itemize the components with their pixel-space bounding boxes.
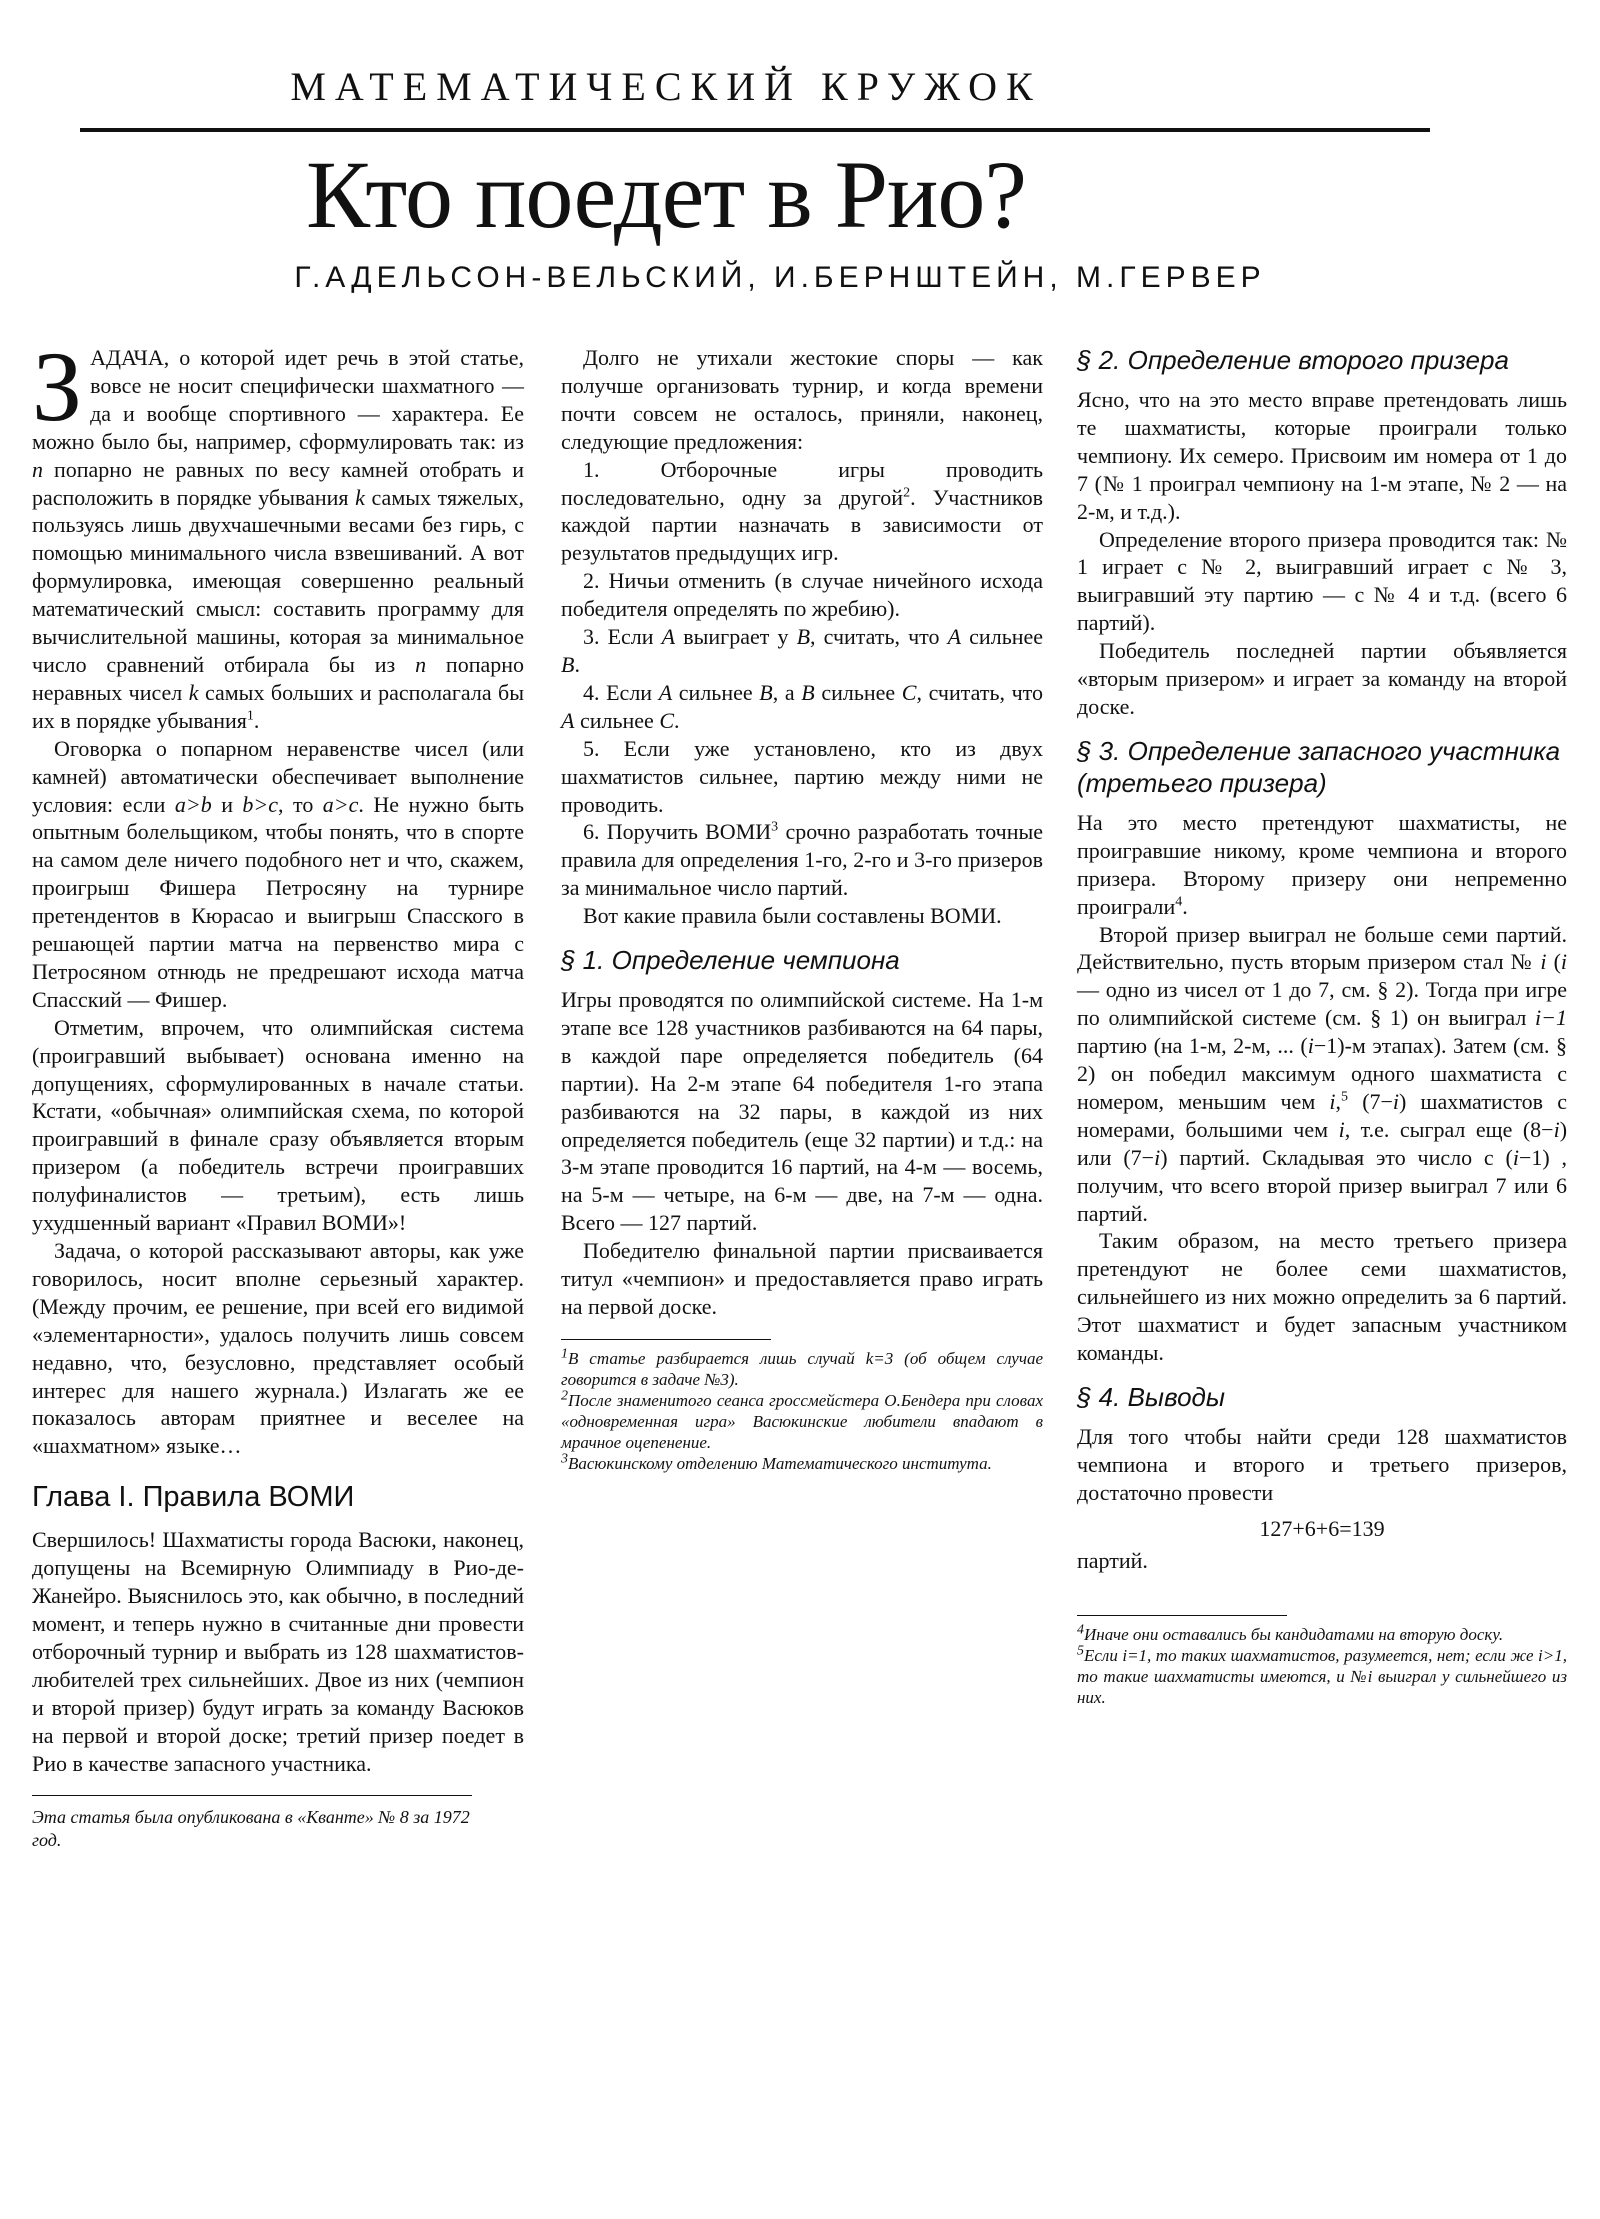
chapter-heading: Глава I. Правила ВОМИ (32, 1481, 355, 1514)
rule-3: 3. Если A выиграет у B, считать, что A сильнее B. (561, 624, 1044, 677)
rule-1: 1. Отборочные игры проводить последовательно, одну за другой$^2$. Участников каждой партии назначать в зависимости от результатов предыдущих игр. (561, 456, 1043, 566)
section-2-paragraph-3: Победитель последней партии объявляется «вторым призером» и играет за команду на второй доске. (1077, 638, 1567, 719)
source-note: Эта статья была опубликована в «Кванте» № 8 за 1972 год. (32, 1795, 472, 1852)
section-4-heading: § 4. Выводы (1077, 1382, 1226, 1412)
footnote-4: $^4$Иначе они оставались бы кандидатами на вторую доску. (1077, 1621, 1504, 1644)
footnote-divider-2 (1077, 1615, 1287, 1616)
section-3-heading: § 3. Определение запасного участника (третьего призера) (1077, 735, 1561, 798)
section-4-paragraph-1: Для того чтобы найти среди 128 шахматистов чемпиона и второго и третьего призеров, достаточно провести (1077, 1424, 1567, 1505)
section-2-paragraph-2: Определение второго призера проводится так: № 1 играет с № 2, выигравший играет с № 3, выигравший эту партию — с № 4 и т.д. (всего 6 партий). (1077, 526, 1567, 636)
section-1-heading: § 1. Определение чемпиона (561, 945, 900, 976)
rule-2: 2. Ничьи отменить (в случае ничейного исхода победителя определять по жребию). (561, 568, 1043, 622)
drop-cap: З (32, 331, 83, 442)
header-rule (80, 128, 1430, 132)
intro-paragraph-1: ЗАДАЧА, о которой идет речь в этой статье, вовсе не носит специфически шахматного — да и вообще спортивного — характера. Ее можно было бы, например, сформулировать так: из n попарно не равных по весу камней отобрать и расположить в порядке убывания k самых тяжелых, пользуясь лишь двухчашечными весами без гирь, с помощью минимального числа взвешиваний. А вот формулировка, имеющая совершенно реальный математический смысл: составить программу для вычислительной машины, которая за минимальное число сравнений отбирала бы из n попарно неравных чисел k самых больших и располагала бы их в порядке убывания$^1$. (32, 331, 525, 733)
section-1-paragraph-2: Победителю финальной партии присваивается титул «чемпион» и предоставляется право играть на первой доске. (561, 1238, 1043, 1319)
footnote-ref-4: 4 (1175, 894, 1183, 910)
intro-paragraph-2: Оговорка о попарном неравенстве чисел (или камней) автоматически обеспечивает выполнение условия: если a>b и b>c, то a>c. Не нужно быть опытным болельщиком, чтобы понять, что в спорте на самом деле ничего подобного нет и что, скажем, проигрыш Фишера Петросяну на турнире претендентов в Кюрасао и выигрыш Спасского в решающей партии матча на первенство мира с Петросяном отнюдь не предрешают исхода матча Спасский — Фишер. (32, 735, 524, 1012)
section-3-paragraph-2: Второй призер выиграл не больше семи партий. Действительно, пусть вторым призером стал № i (i — одно из чисел от 1 до 7, см. § 2). Тогда при игре по олимпийской системе (см. § 1) он выиграл i−1 партию (на 1-м, 2-м, ... (i−1)-м этапах). Затем (см. § 2) он победил максимум одного шахматиста с номером, меньшим чем i,$^5$ (7−i) шахматистов с номерами, большими чем i, т.е. сыграл еще (8−i) или (7−i) партий. Складывая это число с (i−1) , получим, что всего второй призер выиграл 7 или 6 партий. (1077, 921, 1568, 1226)
column-1 (32, 331, 525, 1852)
rule-4: 4. Если A сильнее B, а B сильнее C, считать, что A сильнее C. (561, 679, 1044, 733)
section-2-heading: § 2. Определение второго призера (1077, 345, 1509, 375)
footnote-divider (561, 1339, 771, 1340)
footnote-3: $^3$Васюкинскому отделению Математического института. (561, 1451, 992, 1473)
rule-6: 6. Поручить ВОМИ$^3$ срочно разработать точные правила для определения 1-го, 2-го и 3-го призеров за минимальное число партий. (561, 819, 1044, 901)
article-authors: Г.АДЕЛЬСОН-ВЕЛЬСКИЙ, И.БЕРНШТЕЙН, М.ГЕРВЕР (294, 261, 1266, 294)
intro-paragraph-3: Отметим, впрочем, что олимпийская система (проигравший выбывает) основана именно на допущениях, сформулированных в начале статьи. Кстати, «обычная» олимпийская схема, по которой проигравший в финале сразу объявляется вторым призером (а победитель встречи проигравших полуфиналистов — третьим), есть лишь ухудшенный вариант «Правил ВОМИ»! (32, 1014, 524, 1236)
footnote-5: $^5$Если i=1, то таких шахматистов, разумеется, нет; если же i>1, то такие шахматисты имеются, и №i выиграл у сильнейшего из них. (1077, 1642, 1567, 1707)
rule-5: 5. Если уже установлено, кто из двух шахматистов сильнее, партию между ними не проводить. (561, 735, 1043, 817)
section-1-paragraph-1: Игры проводятся по олимпийской системе. На 1-м этапе все 128 участников разбиваются на 64 пары, в каждой паре определяется победитель (64 партии). На 2-м этапе 64 победителя 1-го этапа разбиваются на 32 пары, в каждой из них определяется победитель (еще 32 партии) и т.д.: на 3-м этапе проводится 16 партий, на 4-м — восемь, на 5-м — четыре, на 6-м — две, на 7-м — одна. Всего — 127 партий. (561, 987, 1043, 1236)
chapter-paragraph-2: Долго не утихали жестокие споры — как получше организовать турнир, и когда времени почти совсем не осталось, приняли, наконец, следующие предложения: (561, 345, 1043, 454)
intro-paragraph-4: Задача, о которой рассказывают авторы, как уже говорилось, носит вполне серьезный характер. (Между прочим, ее решение, при всей его видимой «элементарности», удалось получить лишь совсем недавно, что, безусловно, представляет особый интерес для нашего журнала.) Излагать же ее показалось авторам приятнее и веселее на «шахматном» языке… (32, 1238, 524, 1459)
column-2 (561, 344, 1043, 1474)
section-3-paragraph-1: На это место претендуют шахматисты, не проигравшие никому, кроме чемпиона и второго призера. Второму призеру они непременно проиграли$^4$. (1077, 809, 1567, 919)
rubric-heading: МАТЕМАТИЧЕСКИЙ КРУЖОК (290, 64, 1042, 109)
section-4-paragraph-2: партий. (1077, 1547, 1148, 1573)
total-formula: 127+6+6=139 (1259, 1515, 1385, 1541)
column-3 (1077, 344, 1567, 1708)
footnote-ref-5: 5 (1341, 1089, 1349, 1105)
footnote-ref-1: 1 (246, 708, 254, 724)
article-title: Кто поедет в Рио? (305, 141, 1027, 248)
footnote-2: $^2$После знаменитого сеанса гроссмейстера О.Бендера при словах «одновременная игра» Васюкинские любители впадают в мрачное оцепенение. (561, 1388, 1043, 1452)
footnote-ref-3: 3 (771, 820, 779, 836)
footnote-1: $^1$В статье разбирается лишь случай k=3 (об общем случае говорится в задаче №3). (561, 1346, 1043, 1389)
section-2-paragraph-1: Ясно, что на это место вправе претендовать лишь те шахматисты, которые проиграли только чемпиону. Их семеро. Присвоим им номера от 1 до 7 (№ 1 проиграл чемпиону на 1-м этапе, № 2 — на 2-м, и т.д.). (1077, 387, 1567, 524)
chapter-paragraph-1: Свершилось! Шахматисты города Васюки, наконец, допущены на Всемирную Олимпиаду в Рио-де-Жанейро. Выяснилось это, как обычно, в последний момент, и теперь нужно в считанные дни провести отборочный турнир и выбрать из 128 шахматистов-любителей трех сильнейших. Двое из них (чемпион и второй призер) будут играть за команду Васюков на первой и второй доске; третий призер поедет в Рио в качестве запасного участника. (32, 1527, 524, 1776)
chapter-paragraph-3: Вот какие правила были составлены ВОМИ. (583, 903, 1002, 929)
section-3-paragraph-3: Таким образом, на место третьего призера претендуют не более семи шахматистов, сильнейшего из них можно определить за 6 партий. Этот шахматист и будет запасным участником команды. (1077, 1228, 1567, 1366)
footnote-ref-2: 2 (903, 485, 911, 501)
